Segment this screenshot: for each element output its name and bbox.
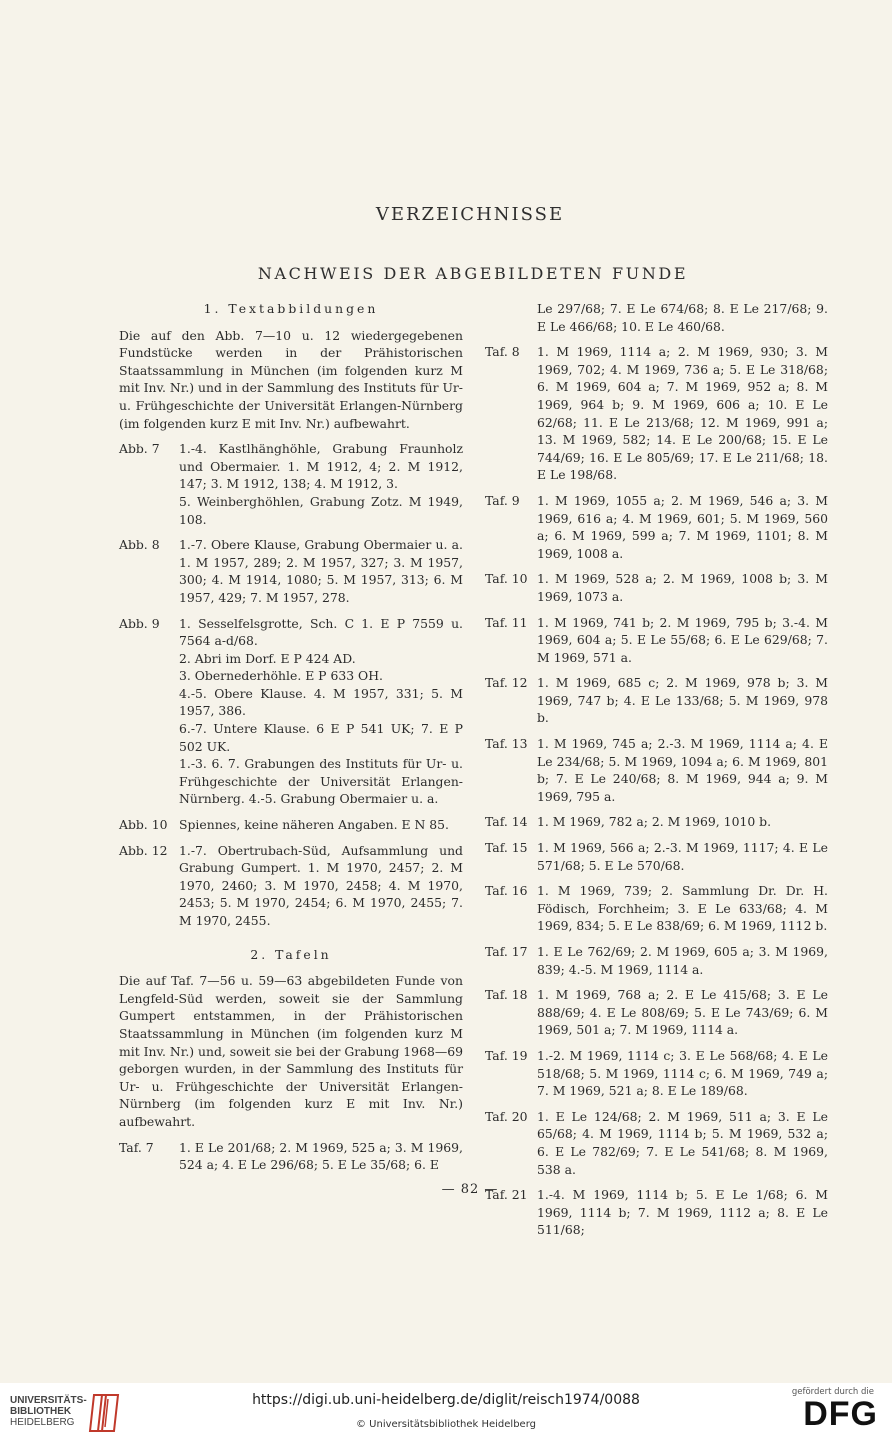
entry-label: Taf. 17 [485, 944, 528, 959]
abb-entry [119, 816, 463, 834]
entry-label: Abb. 12 [119, 842, 168, 858]
taf-entry-list-left [119, 1139, 463, 1174]
entry-body [179, 615, 463, 809]
dfg-logo: DFG [803, 1395, 878, 1433]
entry-label: Taf. 20 [485, 1108, 528, 1124]
footer-bar [0, 1383, 892, 1442]
taf-entry [485, 839, 828, 874]
left-column [119, 300, 463, 1182]
entry-label: Taf. 13 [485, 736, 528, 752]
entry-line: 2. Abri im Dorf. E P 424 AD. [179, 650, 356, 666]
entry-label: Taf. 18 [485, 987, 528, 1003]
abb-entry [119, 615, 463, 809]
entry-label: Abb. 10 [119, 817, 168, 833]
entry-line: 1. Sesselfelsgrotte, Sch. C 1. E P 7559 u. 7564 a-d/68. [179, 615, 463, 649]
entry-label: Taf. 15 [485, 840, 528, 856]
entry-body: 1. M 1969, 739; 2. Sammlung Dr. Dr. H. Födisch, Forchheim; 3. E Le 633/68; 4. M 1969, 834; 5. E Le 838/69; 6. M 1969, 1112 b. [537, 883, 828, 934]
taf-entry [485, 492, 828, 562]
entry-body: 1. M 1969, 745 a; 2.-3. M 1969, 1114 a; 4. E Le 234/68; 5. M 1969, 1094 a; 6. M 1969, 801 b; 7. E Le 240/68; 8. M 1969, 944 a; 9. M 1969, 795 a. [537, 736, 828, 804]
section-heading-tafeln: 2. Tafeln [250, 946, 332, 962]
entry-label: Taf. 12 [485, 675, 528, 691]
taf-entry [485, 1047, 828, 1100]
entry-body [179, 842, 463, 930]
entry-body: 1. M 1969, 782 a; 2. M 1969, 1010 b. [537, 814, 772, 830]
abb-entry-list [119, 440, 463, 929]
entry-body: 1. E Le 762/69; 2. M 1969, 605 a; 3. M 1969, 839; 4.-5. M 1969, 1114 a. [537, 944, 828, 977]
entry-body: 1. M 1969, 741 b; 2. M 1969, 795 b; 3.-4. M 1969, 604 a; 5. E Le 55/68; 6. E Le 629/68; 7. M 1969, 571 a. [537, 614, 828, 665]
entry-line: 6.-7. Untere Klause. 6 E P 541 UK; 7. E P 502 UK. [179, 721, 463, 754]
taf-entry [485, 674, 828, 727]
entry-line: 1.-3. 6. 7. Grabungen des Instituts für Ur- u. Frühgeschichte der Universität Erlangen-Nürnberg. 4.-5. Grabung Obermaier u. a. [179, 756, 463, 807]
right-column [485, 300, 828, 1247]
taf-entry [485, 614, 828, 667]
entry-label: Taf. 10 [485, 571, 528, 587]
intro-paragraph: Die auf den Abb. 7—10 u. 12 wiedergegebenen Fundstücke werden in der Prähistorischen Staatssammlung in München (im folgenden kurz M mit Inv. Nr.) und in der Sammlung des Instituts für Ur- u. Frühgeschichte der Universität Erlangen-Nürnberg (im folgenden kurz E mit Inv. Nr.) aufbewahrt. [119, 327, 463, 431]
entry-body: 1. M 1969, 1055 a; 2. M 1969, 546 a; 3. M 1969, 616 a; 4. M 1969, 601; 5. M 1969, 560 a; 6. M 1969, 599 a; 7. M 1969, 1101; 8. M 1969, 1008 a. [537, 492, 828, 561]
entry-line: 1.-7. Obere Klause, Grabung Obermaier u. a. 1. M 1957, 289; 2. M 1957, 327; 3. M 1957, 300; 4. M 1914, 1080; 5. M 1957, 313; 6. M 1957, 429; 7. M 1957, 278. [179, 537, 463, 605]
entry-body [179, 816, 463, 834]
dfg-caption: gefördert durch die [791, 1387, 874, 1397]
entry-label: Abb. 8 [119, 537, 160, 553]
taf-entry [485, 986, 828, 1039]
logo-line-3: HEIDELBERG [10, 1417, 75, 1428]
section-title: NACHWEIS DER ABGEBILDETEN FUNDE [257, 264, 689, 283]
entry-line: 1.-4. Kastlhänghöhle, Grabung Fraunholz und Obermaier. 1. M 1912, 4; 2. M 1912, 147; 3. M 1912, 138; 4. M 1912, 3. [179, 441, 463, 492]
taf-entry [485, 813, 828, 831]
entry-label: Taf. 16 [485, 883, 528, 899]
entry-label: Taf. 8 [485, 344, 520, 360]
entry-label: Taf. 19 [485, 1047, 528, 1063]
entry-line: 4.-5. Obere Klause. 4. M 1957, 331; 5. M 1957, 386. [179, 685, 463, 719]
entry-label: Taf. 9 [485, 492, 520, 508]
entry-body: 1. M 1969, 1114 a; 2. M 1969, 930; 3. M 1969, 702; 4. M 1969, 736 a; 5. E Le 318/68; 6. M 1969, 604 a; 7. M 1969, 952 a; 8. M 1969, 964 b; 9. M 1969, 606 a; 10. E Le 62/68; 11. E Le 213/68; 12. M 1969, 991 a; 13. M 1969, 582; 14. E Le 200/68; 15. E Le 744/69; 16. E Le 805/69; 17. E Le 211/68; 18. E Le 198/68. [537, 344, 828, 483]
taf-7-continuation: Le 297/68; 7. E Le 674/68; 8. E Le 217/68; 9. E Le 466/68; 10. E Le 460/68. [537, 301, 828, 334]
taf-entry [485, 1108, 828, 1178]
taf-entry [485, 570, 828, 605]
logo-line-1: UNIVERSITÄTS- [10, 1395, 87, 1406]
entry-label: Taf. 11 [485, 614, 528, 630]
entry-body [179, 440, 463, 528]
taf-entry [485, 735, 828, 805]
taf-entry-list-right [485, 343, 828, 1239]
entry-line: 1.-7. Obertrubach-Süd, Aufsammlung und Grabung Gumpert. 1. M 1970, 2457; 2. M 1970, 2460; 3. M 1970, 2458; 4. M 1970, 2453; 5. M 1970, 2454; 6. M 1970, 2455; 7. M 1970, 2455. [179, 842, 463, 928]
entry-body: 1. E Le 124/68; 2. M 1969, 511 a; 3. E Le 65/68; 4. M 1969, 1114 b; 5. M 1969, 532 a; 6. E Le 782/69; 7. E Le 541/68; 8. M 1969, 538 a. [537, 1108, 828, 1177]
entry-label: Abb. 7 [119, 441, 160, 457]
entry-body: 1.-2. M 1969, 1114 c; 3. E Le 568/68; 4. E Le 518/68; 5. M 1969, 1114 c; 6. M 1969, 749 a; 7. M 1969, 521 a; 8. E Le 189/68. [537, 1047, 828, 1099]
entry-line: 5. Weinberghöhlen, Grabung Zotz. M 1949, 108. [179, 493, 463, 527]
logo-line-2: BIBLIOTHEK [10, 1406, 72, 1417]
copyright-text: © Universitätsbibliothek Heidelberg [355, 1419, 536, 1430]
abb-entry [119, 536, 463, 606]
entry-line: 3. Obernederhöhle. E P 633 OH. [179, 668, 383, 684]
entry-body: 1. E Le 201/68; 2. M 1969, 525 a; 3. M 1969, 524 a; 4. E Le 296/68; 5. E Le 35/68; 6. E [179, 1139, 463, 1173]
entry-body: 1. M 1969, 566 a; 2.-3. M 1969, 1117; 4. E Le 571/68; 5. E Le 570/68. [537, 840, 828, 873]
page-number: — 82 — [441, 1182, 499, 1197]
abb-entry [119, 440, 463, 528]
taf-entry [119, 1139, 463, 1174]
abb-entry [119, 842, 463, 930]
section-heading-textabbildungen: 1. Textabbildungen [203, 301, 379, 316]
entry-body: 1. M 1969, 768 a; 2. E Le 415/68; 3. E Le 888/69; 4. E Le 808/69; 5. E Le 743/69; 6. M 1969, 501 a; 7. M 1969, 1114 a. [537, 987, 828, 1038]
entry-label: Taf. 7 [119, 1139, 154, 1155]
page-title: VERZEICHNISSE [375, 204, 565, 225]
taf-entry [485, 882, 828, 935]
entry-body [179, 536, 463, 606]
entry-body: 1. M 1969, 528 a; 2. M 1969, 1008 b; 3. M 1969, 1073 a. [537, 571, 828, 604]
entry-line: Spiennes, keine näheren Angaben. E N 85. [179, 817, 449, 833]
entry-label: Abb. 9 [119, 615, 160, 631]
taf-entry [485, 943, 828, 978]
entry-label: Taf. 14 [485, 814, 528, 830]
taf-entry [485, 343, 828, 484]
entry-label: Taf. 21 [485, 1187, 528, 1203]
entry-body: 1. M 1969, 685 c; 2. M 1969, 978 b; 3. M 1969, 747 b; 4. E Le 133/68; 5. M 1969, 978 b. [537, 675, 828, 726]
entry-body: 1.-4. M 1969, 1114 b; 5. E Le 1/68; 6. M 1969, 1114 b; 7. M 1969, 1112 a; 8. E Le 511/68; [537, 1187, 828, 1238]
intro-paragraph-tafeln: Die auf Taf. 7—56 u. 59—63 abgebildeten Funde von Lengfeld-Süd werden, soweit sie der Sammlung Gumpert entstammen, in der Prähistorischen Staatssammlung in München (im folgenden kurz M mit Inv. Nr.) und, soweit sie bei der Grabung 1968—69 geborgen wurden, in der Sammlung des Instituts für Ur- u. Frühgeschichte der Universität Erlangen-Nürnberg (im folgenden kurz E mit Inv. Nr.) aufbewahrt. [119, 973, 463, 1129]
source-url-link[interactable]: https://digi.ub.uni-heidelberg.de/diglit/reisch1974/0088 [252, 1392, 640, 1408]
